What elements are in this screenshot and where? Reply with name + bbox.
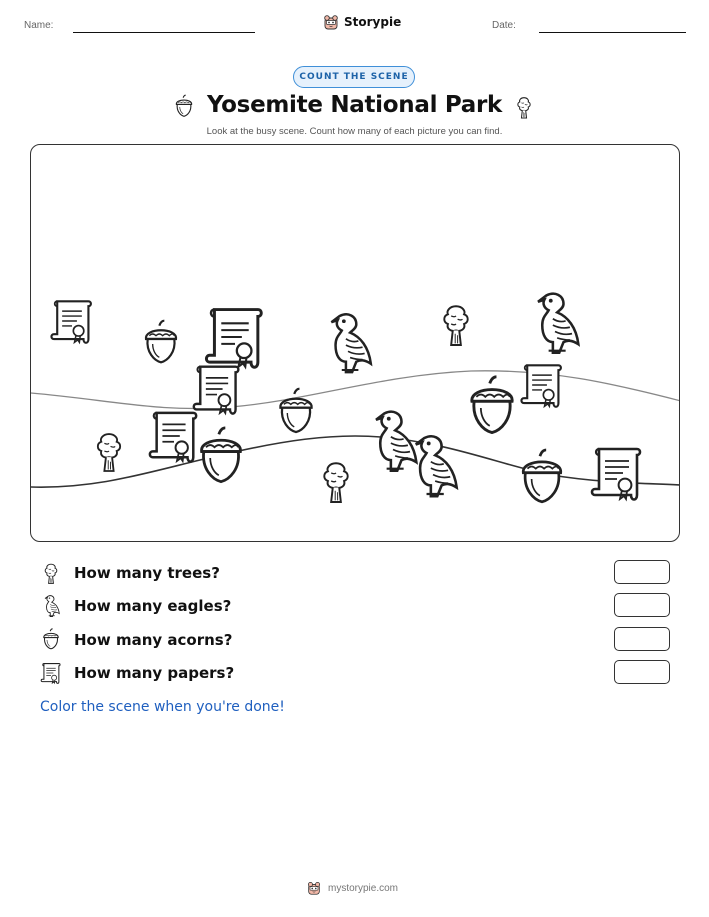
date-line[interactable] [539, 32, 686, 33]
question-row-acorns [40, 627, 670, 653]
question-row-eagles [40, 593, 670, 619]
tree-icon [513, 92, 535, 122]
scene-panel [30, 144, 680, 542]
answer-box-acorns[interactable] [614, 627, 670, 651]
name-line[interactable] [73, 32, 255, 33]
tree-icon [40, 561, 62, 585]
paper-icon [592, 449, 640, 500]
count-the-scene-badge: COUNT THE SCENE [293, 66, 415, 88]
storypie-mascot-icon [306, 880, 322, 896]
tree-icon [98, 434, 120, 471]
back-hill-line [31, 371, 680, 409]
acorn-icon [523, 450, 561, 502]
answer-box-papers[interactable] [614, 660, 670, 684]
instructions: Look at the busy scene. Count how many of each picture you can find. [206, 126, 503, 137]
storypie-logo [322, 13, 401, 31]
brand-name: Storypie [344, 15, 402, 29]
paper-icon [40, 661, 62, 685]
question-text: How many acorns? [74, 631, 233, 649]
name-label: Name: [24, 20, 54, 31]
paper-icon [150, 413, 196, 462]
color-scene-note: Color the scene when you're done! [40, 699, 285, 715]
tree-icon [444, 306, 467, 345]
footer [306, 880, 398, 896]
eagle-icon [538, 294, 578, 353]
eagle-icon [40, 594, 62, 618]
eagle-icon [331, 314, 370, 372]
tree-icon [324, 463, 347, 502]
paper-icon [51, 301, 90, 342]
acorn-icon [472, 377, 512, 433]
question-text: How many papers? [74, 664, 235, 682]
paper-icon [194, 367, 239, 414]
acorn-icon [40, 628, 62, 652]
storypie-mascot-icon [322, 13, 340, 31]
question-text: How many trees? [74, 564, 220, 582]
question-row-trees [40, 560, 670, 586]
acorn-icon [146, 321, 176, 363]
answer-box-eagles[interactable] [614, 593, 670, 617]
question-row-papers [40, 660, 670, 686]
paper-icon [521, 365, 560, 406]
front-hill-line [31, 436, 680, 487]
scene-illustration [31, 145, 680, 542]
answer-box-trees[interactable] [614, 560, 670, 584]
paper-icon [206, 310, 261, 368]
page-title: Yosemite National Park [206, 92, 503, 118]
eagle-icon [416, 436, 457, 496]
footer-url[interactable]: mystorypie.com [328, 882, 399, 894]
question-text: How many eagles? [74, 597, 232, 615]
date-label: Date: [492, 20, 516, 31]
acorn-icon [202, 428, 241, 482]
